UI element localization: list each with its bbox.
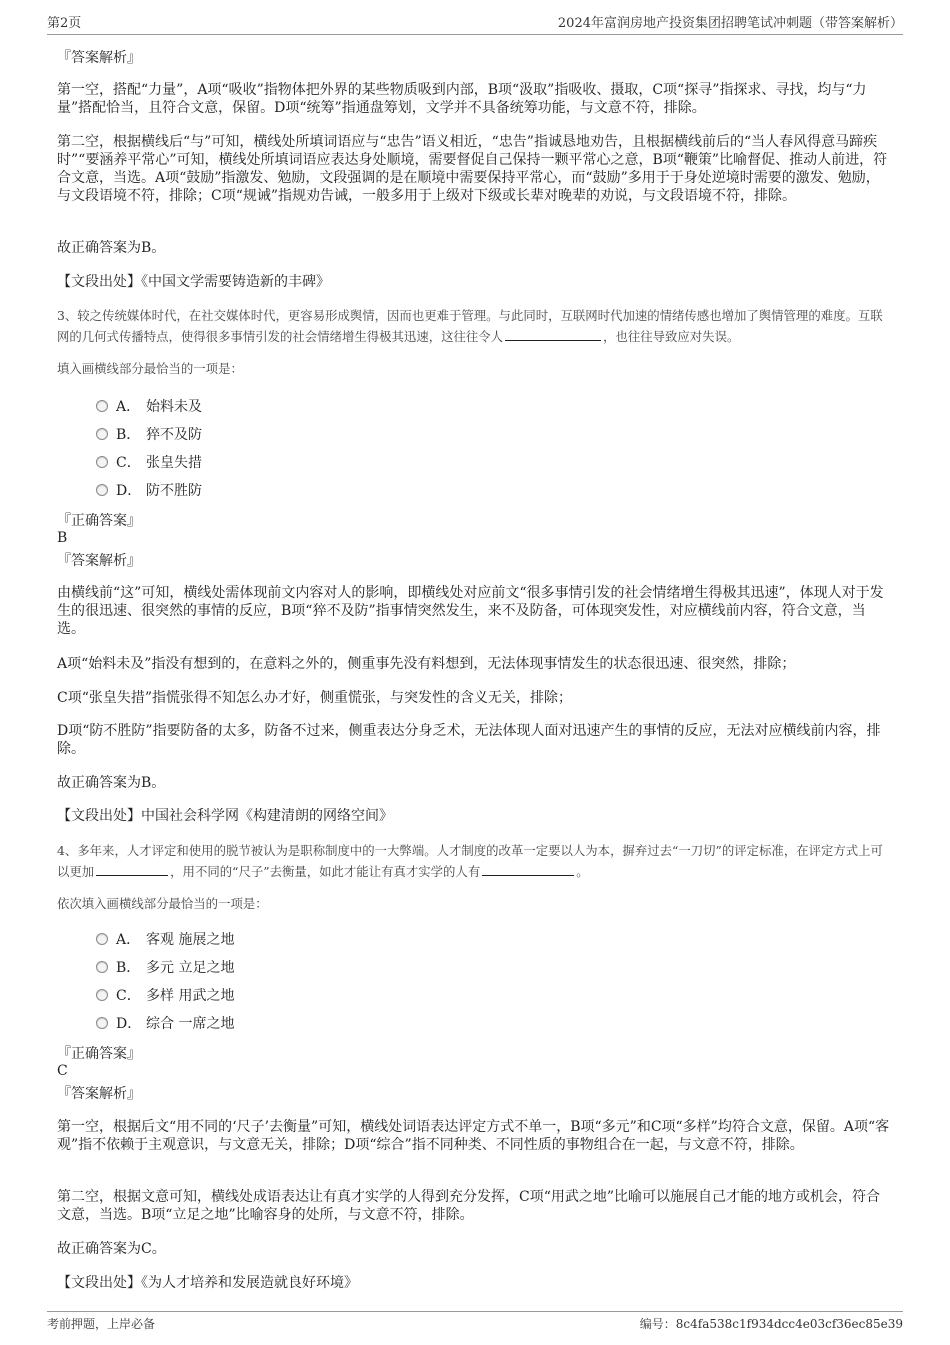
radio-button[interactable] — [96, 456, 108, 468]
radio-button[interactable] — [96, 961, 108, 973]
answer-blank — [505, 328, 601, 341]
conclusion: 故正确答案为B。 — [57, 775, 166, 791]
analysis-paragraph: 第二空，根据横线后“与”可知，横线处所填词语应与“忠告”语义相近，“忠告”指诚恳地劝告，且根据横线前后的“当人春风得意马蹄疾时”“要涵养平常心”可知，横线处所填词语应表达身处顺境，需要督促自己保持一颗平常心之意，B项“鞭策”比喻督促、推动人前进，符合文意，当选。A项“鼓励”指激发、勉励，文段强调的是在顺境中需要保持平常心，而“鼓励”多用于于身处逆境时需要的激发、勉励，与文段语境不符，排除；C项“规诫”指规劝告诫，一般多用于上级对下级或长辈对晚辈的劝说，与文段语境不符，排除。 — [57, 134, 888, 204]
answer-blank — [482, 863, 574, 876]
option-c[interactable]: C． 张皇失措 — [96, 454, 202, 472]
option-c[interactable]: C． 多样 用武之地 — [96, 987, 234, 1005]
analysis-paragraph: C项“张皇失措”指慌张得不知怎么办才好，侧重慌张，与突发性的含义无关，排除； — [57, 690, 573, 706]
answer-blank — [96, 863, 168, 876]
correct-answer-label: 『正确答案』 — [57, 1046, 141, 1062]
option-a[interactable]: A． 客观 施展之地 — [96, 931, 234, 949]
conclusion: 故正确答案为B。 — [57, 240, 166, 256]
radio-button[interactable] — [96, 989, 108, 1001]
question-4-text: 4、多年来，人才评定和使用的脱节被认为是职称制度中的一大弊端。人才制度的改革一定要以人为本，摒弃过去“一刀切”的评定标准，在评定方式上可以更加 ，用不同的“尺子”去衡量，如此才能让有真才实学的人有 。 — [57, 843, 883, 879]
document-title: 2024年富润房地产投资集团招聘笔试冲刺题（带答案解析） — [557, 16, 903, 31]
page-header — [47, 14, 903, 35]
radio-button[interactable] — [96, 400, 108, 412]
analysis-paragraph: A项“始料未及”指没有想到的，在意料之外的，侧重事先没有料想到，无法体现事情发生的状态很迅速、很突然，排除； — [57, 656, 796, 672]
analysis-label: 『答案解析』 — [57, 1086, 141, 1102]
radio-button[interactable] — [96, 1017, 108, 1029]
source: 【文段出处】中国社会科学网《构建清朗的网络空间》 — [57, 808, 393, 824]
radio-button[interactable] — [96, 933, 108, 945]
correct-answer: C — [57, 1063, 68, 1079]
source: 【文段出处】《中国文学需要铸造新的丰碑》 — [57, 274, 330, 290]
question-prompt: 填入画横线部分最恰当的一项是： — [57, 361, 243, 376]
analysis-label: 『答案解析』 — [57, 553, 141, 569]
analysis-label: 『答案解析』 — [57, 50, 141, 66]
page-footer — [47, 1311, 903, 1335]
question-prompt: 依次填入画横线部分最恰当的一项是： — [57, 896, 268, 911]
option-b[interactable]: B． 猝不及防 — [96, 426, 202, 444]
source: 【文段出处】《为人才培养和发展造就良好环境》 — [57, 1275, 358, 1291]
correct-answer-label: 『正确答案』 — [57, 513, 141, 529]
analysis-paragraph: 第二空，根据文意可知，横线处成语表达让有真才实学的人得到充分发挥，C项“用武之地”比喻可以施展自己才能的地方或机会，符合文意，当选。B项“立足之地”比喻容身的处所，与文意不符，排除。 — [57, 1189, 881, 1223]
option-b[interactable]: B． 多元 立足之地 — [96, 959, 234, 977]
conclusion: 故正确答案为C。 — [57, 1241, 166, 1257]
option-a[interactable]: A． 始料未及 — [96, 398, 202, 416]
footer-slogan: 考前押题，上岸必备 — [47, 1317, 156, 1331]
option-d[interactable]: D． 综合 一席之地 — [96, 1015, 234, 1033]
correct-answer: B — [57, 530, 68, 546]
question-3-text: 3、较之传统媒体时代，在社交媒体时代，更容易形成舆情，因而也更难于管理。与此同时，互联网时代加速的情绪传感也增加了舆情管理的难度。互联网的几何式传播特点，使得很多事情引发的社会情绪增生得极其迅速，这往往令人 ，也往往导致应对失误。 — [57, 308, 883, 344]
document-id: 编号：8c4fa538c1f934dcc4e03cf36ec85e39 — [639, 1317, 903, 1331]
analysis-paragraph: D项“防不胜防”指要防备的太多，防备不过来，侧重表达分身乏术，无法体现人面对迅速产生的事情的反应，无法对应横线前内容，排除。 — [57, 723, 881, 757]
page-number: 第2页 — [47, 16, 82, 31]
radio-button[interactable] — [96, 428, 108, 440]
analysis-paragraph: 第一空，搭配“力量”，A项“吸收”指物体把外界的某些物质吸到内部，B项“汲取”指吸收、摄取，C项“探寻”指探求、寻找，均与“力量”搭配恰当，且符合文意，保留。D项“统筹”指通盘筹划，文学并不具备统筹功能，与文意不符，排除。 — [57, 82, 867, 116]
option-d[interactable]: D． 防不胜防 — [96, 482, 202, 500]
analysis-paragraph: 由横线前“这”可知，横线处需体现前文内容对人的影响，即横线处对应前文“很多事情引发的社会情绪增生得极其迅速”，体现人对于发生的很迅速、很突然的事情的反应，B项“猝不及防”指事情突然发生，来不及防备，可体现突发性，对应横线前内容，符合文意，当选。 — [57, 585, 884, 637]
radio-button[interactable] — [96, 484, 108, 496]
analysis-paragraph: 第一空，根据后文“用不同的‘尺子’去衡量”可知，横线处词语表达评定方式不单一，B项“多元”和C项“多样”均符合文意，保留。A项“客观”指不依赖于主观意识，与文意无关，排除；D项“综合”指不同种类、不同性质的事物组合在一起，与文意不符，排除。 — [57, 1119, 890, 1153]
